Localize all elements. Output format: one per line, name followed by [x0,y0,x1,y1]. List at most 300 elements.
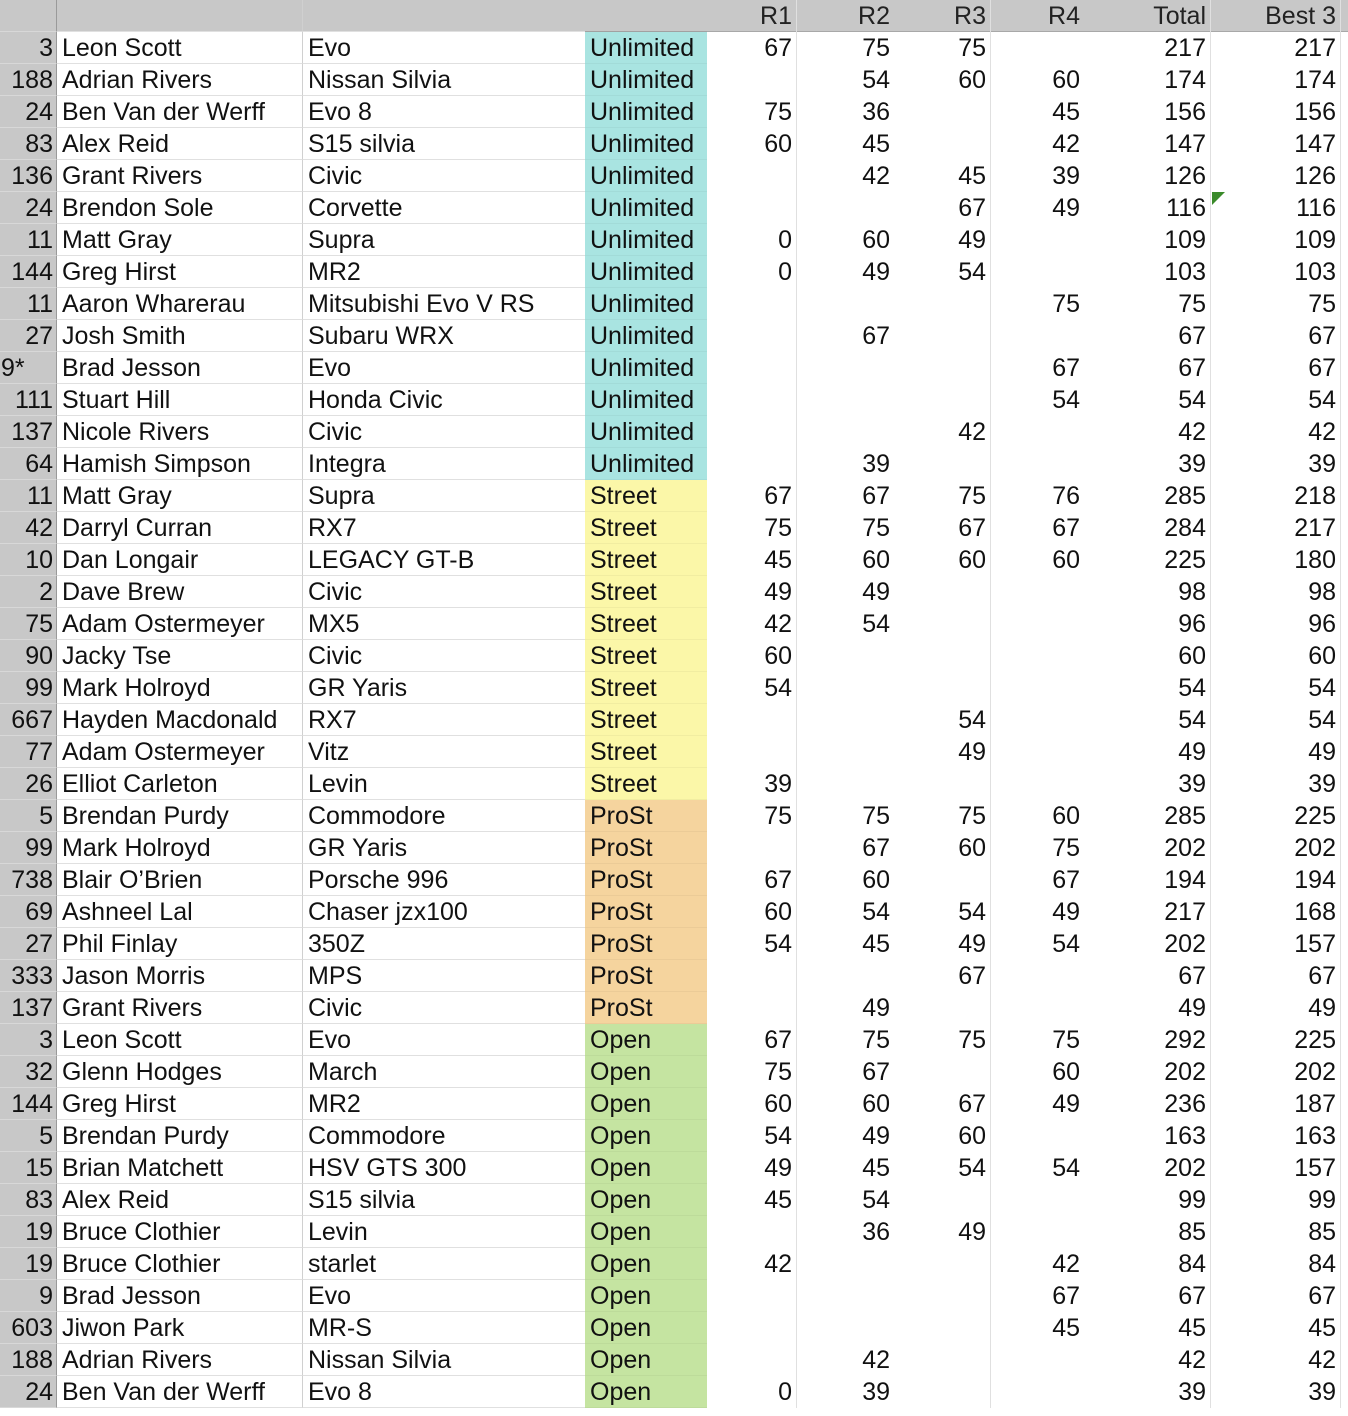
best-3-cell[interactable]: 157 [1211,1152,1341,1184]
round-4-cell[interactable]: 54 [1052,1154,1080,1182]
car-cell[interactable]: S15 silvia [303,128,585,160]
round-3-cell[interactable] [894,1056,991,1088]
round-1-cell[interactable] [707,320,797,352]
driver-number-cell[interactable]: 42 [0,512,57,544]
best-3-cell[interactable]: 54 [1211,384,1341,416]
round-3-cell[interactable]: 67 [894,1088,991,1120]
round-4-cell[interactable]: 45 [1052,1314,1080,1342]
driver-number-cell[interactable]: 188 [0,1344,57,1376]
car-cell[interactable]: Evo [303,1280,585,1312]
driver-number-cell[interactable]: 77 [0,736,57,768]
header-cell-class[interactable] [585,0,707,32]
round-1-cell[interactable]: 75 [707,1056,797,1088]
car-cell[interactable]: March [303,1056,585,1088]
driver-number-cell[interactable]: 738 [0,864,57,896]
class-cell[interactable]: Unlimited [585,448,707,480]
round-2-cell[interactable]: 39 [862,450,890,478]
car-cell[interactable]: Subaru WRX [303,320,585,352]
driver-number-cell[interactable]: 137 [0,416,57,448]
best-3-cell[interactable]: 217 [1211,512,1341,544]
round-1-cell[interactable] [707,736,797,768]
class-cell[interactable]: ProSt [585,800,707,832]
round-4-cell[interactable]: 54 [1052,930,1080,958]
total-cell[interactable]: 202 [1084,832,1211,864]
driver-number-cell[interactable]: 2 [0,576,57,608]
round-3-cell[interactable] [894,96,991,128]
total-cell[interactable]: 126 [1084,160,1211,192]
best-3-cell[interactable]: 157 [1211,928,1341,960]
round-4-cell[interactable] [991,640,1084,672]
car-cell[interactable]: Vitz [303,736,585,768]
car-cell[interactable]: Civic [303,576,585,608]
class-cell[interactable]: Open [585,1056,707,1088]
class-cell[interactable]: ProSt [585,832,707,864]
header-cell-r3[interactable]: R3 [894,0,991,32]
round-1-cell[interactable]: 39 [707,768,797,800]
car-cell[interactable]: Mitsubishi Evo V RS [303,288,585,320]
total-cell[interactable]: 217 [1084,896,1211,928]
round-4-cell[interactable]: 54 [1052,386,1080,414]
best-3-cell[interactable]: 174 [1211,64,1341,96]
round-3-cell[interactable]: 67 [894,192,991,224]
driver-name-cell[interactable]: Brad Jesson [57,352,303,384]
round-1-cell[interactable]: 75 [707,800,797,832]
round-3-cell[interactable] [894,1248,991,1280]
total-cell[interactable]: 96 [1084,608,1211,640]
round-3-cell[interactable]: 54 [894,256,991,288]
driver-name-cell[interactable]: Brad Jesson [57,1280,303,1312]
round-3-cell[interactable] [894,1184,991,1216]
round-3-cell[interactable]: 60 [894,832,991,864]
driver-number-cell[interactable]: 603 [0,1312,57,1344]
best-3-cell[interactable]: 194 [1211,864,1341,896]
round-1-cell[interactable]: 0 [707,256,797,288]
total-cell[interactable]: 285 [1084,480,1211,512]
total-cell[interactable]: 67 [1084,320,1211,352]
total-cell[interactable]: 202 [1084,928,1211,960]
round-4-cell[interactable]: 42 [1052,1250,1080,1278]
best-3-cell[interactable]: 96 [1211,608,1341,640]
round-4-cell[interactable]: 60 [1052,66,1080,94]
driver-number-cell[interactable]: 3 [0,32,57,64]
driver-number-cell[interactable]: 69 [0,896,57,928]
round-3-cell[interactable] [894,768,991,800]
round-1-cell[interactable]: 60 [707,1088,797,1120]
best-3-cell[interactable]: 202 [1211,832,1341,864]
total-cell[interactable]: 116 [1084,192,1211,224]
round-3-cell[interactable]: 42 [894,416,991,448]
round-3-cell[interactable] [894,1376,991,1408]
round-1-cell[interactable]: 42 [707,1248,797,1280]
round-4-cell[interactable] [991,320,1084,352]
driver-name-cell[interactable]: Adam Ostermeyer [57,608,303,640]
round-2-cell[interactable]: 45 [862,930,890,958]
driver-number-cell[interactable]: 99 [0,832,57,864]
round-4-cell[interactable] [991,32,1084,64]
round-4-cell[interactable] [991,768,1084,800]
class-cell[interactable]: Open [585,1280,707,1312]
class-cell[interactable]: Street [585,544,707,576]
driver-name-cell[interactable]: Stuart Hill [57,384,303,416]
best-3-cell[interactable]: 156 [1211,96,1341,128]
total-cell[interactable]: 39 [1084,448,1211,480]
best-3-cell[interactable]: 85 [1211,1216,1341,1248]
round-3-cell[interactable] [894,576,991,608]
class-cell[interactable]: Open [585,1152,707,1184]
round-1-cell[interactable] [707,1344,797,1376]
driver-name-cell[interactable]: Leon Scott [57,1024,303,1056]
car-cell[interactable]: Commodore [303,800,585,832]
car-cell[interactable]: MR-S [303,1312,585,1344]
round-2-cell[interactable] [797,1312,894,1344]
driver-number-cell[interactable]: 24 [0,96,57,128]
class-cell[interactable]: Street [585,704,707,736]
round-4-cell[interactable]: 76 [1052,482,1080,510]
driver-number-cell[interactable]: 24 [0,192,57,224]
round-3-cell[interactable]: 60 [894,1120,991,1152]
driver-name-cell[interactable]: Ben Van der Werff [57,96,303,128]
round-1-cell[interactable] [707,448,797,480]
round-3-cell[interactable] [894,1344,991,1376]
round-1-cell[interactable]: 49 [707,1152,797,1184]
round-1-cell[interactable] [707,64,797,96]
total-cell[interactable]: 75 [1084,288,1211,320]
total-cell[interactable]: 54 [1084,672,1211,704]
best-3-cell[interactable]: 98 [1211,576,1341,608]
class-cell[interactable]: Street [585,736,707,768]
best-3-cell[interactable]: 42 [1211,1344,1341,1376]
round-3-cell[interactable]: 60 [894,544,991,576]
best-3-cell[interactable]: 39 [1211,448,1341,480]
car-cell[interactable]: RX7 [303,512,585,544]
driver-number-cell[interactable]: 136 [0,160,57,192]
round-2-cell[interactable]: 67 [862,482,890,510]
round-3-cell[interactable] [894,128,991,160]
best-3-cell[interactable]: 217 [1211,32,1341,64]
best-3-cell[interactable]: 163 [1211,1120,1341,1152]
car-cell[interactable]: Civic [303,992,585,1024]
round-2-cell[interactable]: 54 [862,610,890,638]
class-cell[interactable]: ProSt [585,896,707,928]
round-3-cell[interactable]: 67 [894,960,991,992]
driver-name-cell[interactable]: Jacky Tse [57,640,303,672]
driver-name-cell[interactable]: Hamish Simpson [57,448,303,480]
class-cell[interactable]: Unlimited [585,160,707,192]
driver-name-cell[interactable]: Leon Scott [57,32,303,64]
driver-name-cell[interactable]: Dave Brew [57,576,303,608]
car-cell[interactable]: GR Yaris [303,832,585,864]
round-3-cell[interactable] [894,1312,991,1344]
car-cell[interactable]: Evo [303,1024,585,1056]
round-4-cell[interactable] [991,1376,1084,1408]
round-2-cell[interactable]: 49 [862,578,890,606]
total-cell[interactable]: 103 [1084,256,1211,288]
round-4-cell[interactable] [991,960,1084,992]
round-2-cell[interactable] [797,736,894,768]
driver-number-cell[interactable]: 19 [0,1248,57,1280]
total-cell[interactable]: 202 [1084,1152,1211,1184]
driver-number-cell[interactable]: 99 [0,672,57,704]
driver-name-cell[interactable]: Blair O’Brien [57,864,303,896]
driver-name-cell[interactable]: Grant Rivers [57,992,303,1024]
best-3-cell[interactable]: 39 [1211,1376,1341,1408]
best-3-cell[interactable]: 126 [1211,160,1341,192]
round-4-cell[interactable]: 39 [1052,162,1080,190]
round-2-cell[interactable]: 45 [862,130,890,158]
class-cell[interactable]: Unlimited [585,384,707,416]
driver-number-cell[interactable]: 5 [0,1120,57,1152]
round-2-cell[interactable]: 67 [862,322,890,350]
total-cell[interactable]: 54 [1084,384,1211,416]
driver-name-cell[interactable]: Mark Holroyd [57,832,303,864]
round-2-cell[interactable] [797,640,894,672]
driver-name-cell[interactable]: Alex Reid [57,128,303,160]
class-cell[interactable]: Street [585,608,707,640]
class-cell[interactable]: Open [585,1024,707,1056]
round-2-cell[interactable] [797,1280,894,1312]
round-3-cell[interactable] [894,1280,991,1312]
class-cell[interactable]: Unlimited [585,416,707,448]
round-3-cell[interactable] [894,384,991,416]
round-4-cell[interactable] [991,1120,1084,1152]
total-cell[interactable]: 98 [1084,576,1211,608]
round-2-cell[interactable] [797,960,894,992]
round-1-cell[interactable]: 49 [707,576,797,608]
round-3-cell[interactable]: 49 [894,928,991,960]
total-cell[interactable]: 292 [1084,1024,1211,1056]
round-1-cell[interactable]: 45 [707,544,797,576]
class-cell[interactable]: ProSt [585,928,707,960]
driver-number-cell[interactable]: 11 [0,288,57,320]
driver-number-cell[interactable]: 188 [0,64,57,96]
car-cell[interactable]: Integra [303,448,585,480]
round-4-cell[interactable]: 49 [1052,898,1080,926]
round-4-cell[interactable]: 75 [1052,834,1080,862]
driver-name-cell[interactable]: Phil Finlay [57,928,303,960]
round-2-cell[interactable]: 54 [862,66,890,94]
best-3-cell[interactable]: 147 [1211,128,1341,160]
driver-name-cell[interactable]: Greg Hirst [57,256,303,288]
driver-name-cell[interactable]: Alex Reid [57,1184,303,1216]
round-2-cell[interactable] [797,672,894,704]
class-cell[interactable]: Unlimited [585,256,707,288]
round-2-cell[interactable]: 75 [862,1026,890,1054]
class-cell[interactable]: Street [585,576,707,608]
round-3-cell[interactable]: 54 [894,1152,991,1184]
round-1-cell[interactable] [707,960,797,992]
round-3-cell[interactable] [894,608,991,640]
car-cell[interactable]: Civic [303,640,585,672]
total-cell[interactable]: 285 [1084,800,1211,832]
round-3-cell[interactable]: 54 [894,704,991,736]
class-cell[interactable]: Unlimited [585,352,707,384]
car-cell[interactable]: Honda Civic [303,384,585,416]
round-3-cell[interactable]: 49 [894,736,991,768]
car-cell[interactable]: starlet [303,1248,585,1280]
class-cell[interactable]: Unlimited [585,32,707,64]
car-cell[interactable]: Porsche 996 [303,864,585,896]
round-4-cell[interactable]: 45 [1052,98,1080,126]
driver-name-cell[interactable]: Darryl Curran [57,512,303,544]
round-1-cell[interactable] [707,288,797,320]
best-3-cell[interactable]: 84 [1211,1248,1341,1280]
best-3-cell[interactable]: 54 [1211,704,1341,736]
total-cell[interactable]: 49 [1084,992,1211,1024]
round-4-cell[interactable]: 75 [1052,290,1080,318]
round-1-cell[interactable]: 54 [707,928,797,960]
driver-number-cell[interactable]: 15 [0,1152,57,1184]
driver-name-cell[interactable]: Matt Gray [57,224,303,256]
round-3-cell[interactable] [894,288,991,320]
best-3-cell[interactable]: 225 [1211,800,1341,832]
driver-name-cell[interactable]: Adrian Rivers [57,1344,303,1376]
header-cell-r4[interactable]: R4 [1048,2,1080,30]
round-4-cell[interactable] [991,608,1084,640]
total-cell[interactable]: 49 [1084,736,1211,768]
total-cell[interactable]: 156 [1084,96,1211,128]
round-2-cell[interactable]: 42 [862,1346,890,1374]
total-cell[interactable]: 163 [1084,1120,1211,1152]
best-3-cell[interactable]: 99 [1211,1184,1341,1216]
round-2-cell[interactable]: 67 [862,834,890,862]
header-cell-r2[interactable]: R2 [858,2,890,30]
round-2-cell[interactable]: 60 [862,546,890,574]
driver-name-cell[interactable]: Elliot Carleton [57,768,303,800]
car-cell[interactable]: Levin [303,1216,585,1248]
total-cell[interactable]: 217 [1084,32,1211,64]
round-1-cell[interactable]: 60 [707,896,797,928]
best-3-cell[interactable]: 109 [1211,224,1341,256]
driver-name-cell[interactable]: Jason Morris [57,960,303,992]
driver-number-cell[interactable]: 667 [0,704,57,736]
round-1-cell[interactable]: 75 [707,512,797,544]
total-cell[interactable]: 147 [1084,128,1211,160]
round-4-cell[interactable] [991,736,1084,768]
class-cell[interactable]: Open [585,1248,707,1280]
round-2-cell[interactable]: 42 [862,162,890,190]
driver-name-cell[interactable]: Grant Rivers [57,160,303,192]
class-cell[interactable]: ProSt [585,960,707,992]
round-2-cell[interactable] [797,768,894,800]
best-3-cell[interactable]: 67 [1211,352,1341,384]
round-3-cell[interactable] [894,448,991,480]
best-3-cell[interactable]: 168 [1211,896,1341,928]
best-3-cell[interactable]: 45 [1211,1312,1341,1344]
class-cell[interactable]: Street [585,672,707,704]
car-cell[interactable]: Nissan Silvia [303,64,585,96]
driver-name-cell[interactable]: Dan Longair [57,544,303,576]
row-header-corner[interactable] [0,0,57,32]
total-cell[interactable]: 174 [1084,64,1211,96]
class-cell[interactable]: Unlimited [585,224,707,256]
driver-name-cell[interactable]: Adam Ostermeyer [57,736,303,768]
round-1-cell[interactable] [707,352,797,384]
round-3-cell[interactable] [894,672,991,704]
round-2-cell[interactable]: 54 [862,898,890,926]
round-1-cell[interactable] [707,832,797,864]
round-1-cell[interactable]: 0 [707,1376,797,1408]
driver-number-cell[interactable]: 64 [0,448,57,480]
round-2-cell[interactable] [797,192,894,224]
total-cell[interactable]: 67 [1084,960,1211,992]
round-1-cell[interactable]: 54 [707,672,797,704]
header-cell-r1[interactable]: R1 [707,0,797,32]
round-4-cell[interactable]: 75 [1052,1026,1080,1054]
total-cell[interactable]: 85 [1084,1216,1211,1248]
round-2-cell[interactable] [797,384,894,416]
driver-number-cell[interactable]: 10 [0,544,57,576]
driver-name-cell[interactable]: Nicole Rivers [57,416,303,448]
round-2-cell[interactable]: 45 [862,1154,890,1182]
total-cell[interactable]: 99 [1084,1184,1211,1216]
round-4-cell[interactable] [991,1216,1084,1248]
class-cell[interactable]: Open [585,1088,707,1120]
round-3-cell[interactable]: 75 [894,1024,991,1056]
round-2-cell[interactable] [797,704,894,736]
driver-number-cell[interactable]: 75 [0,608,57,640]
best-3-cell[interactable]: 49 [1211,992,1341,1024]
round-3-cell[interactable]: 75 [894,800,991,832]
total-cell[interactable]: 39 [1084,1376,1211,1408]
round-3-cell[interactable]: 49 [894,224,991,256]
best-3-cell[interactable]: 180 [1211,544,1341,576]
best-3-cell[interactable]: 54 [1211,672,1341,704]
round-4-cell[interactable] [991,1344,1084,1376]
round-4-cell[interactable]: 49 [1052,194,1080,222]
total-cell[interactable]: 39 [1084,768,1211,800]
driver-number-cell[interactable]: 9 [0,1280,57,1312]
driver-name-cell[interactable]: Brendan Purdy [57,800,303,832]
total-cell[interactable]: 284 [1084,512,1211,544]
round-4-cell[interactable]: 60 [1052,802,1080,830]
class-cell[interactable]: Unlimited [585,128,707,160]
driver-number-cell[interactable]: 27 [0,928,57,960]
car-cell[interactable]: MR2 [303,1088,585,1120]
round-4-cell[interactable] [991,672,1084,704]
car-cell[interactable]: Nissan Silvia [303,1344,585,1376]
driver-number-cell[interactable]: 144 [0,256,57,288]
round-1-cell[interactable]: 42 [707,608,797,640]
car-cell[interactable]: HSV GTS 300 [303,1152,585,1184]
round-3-cell[interactable] [894,352,991,384]
class-cell[interactable]: Open [585,1344,707,1376]
driver-name-cell[interactable]: Glenn Hodges [57,1056,303,1088]
best-3-cell[interactable]: 116 [1211,192,1341,224]
best-3-cell[interactable]: 218 [1211,480,1341,512]
total-cell[interactable]: 42 [1084,416,1211,448]
driver-name-cell[interactable]: Hayden Macdonald [57,704,303,736]
car-cell[interactable]: Evo 8 [303,96,585,128]
round-4-cell[interactable] [991,224,1084,256]
round-2-cell[interactable]: 49 [862,1122,890,1150]
class-cell[interactable]: Unlimited [585,192,707,224]
round-2-cell[interactable]: 36 [862,98,890,126]
class-cell[interactable]: Open [585,1184,707,1216]
round-3-cell[interactable] [894,864,991,896]
round-4-cell[interactable] [991,416,1084,448]
driver-number-cell[interactable]: 83 [0,1184,57,1216]
round-1-cell[interactable]: 45 [707,1184,797,1216]
round-1-cell[interactable] [707,192,797,224]
round-1-cell[interactable]: 67 [707,864,797,896]
driver-name-cell[interactable]: Matt Gray [57,480,303,512]
driver-number-cell[interactable]: 11 [0,224,57,256]
car-cell[interactable]: RX7 [303,704,585,736]
driver-name-cell[interactable]: Adrian Rivers [57,64,303,96]
driver-number-cell[interactable]: 3 [0,1024,57,1056]
car-cell[interactable]: Evo 8 [303,1376,585,1408]
round-1-cell[interactable] [707,1280,797,1312]
